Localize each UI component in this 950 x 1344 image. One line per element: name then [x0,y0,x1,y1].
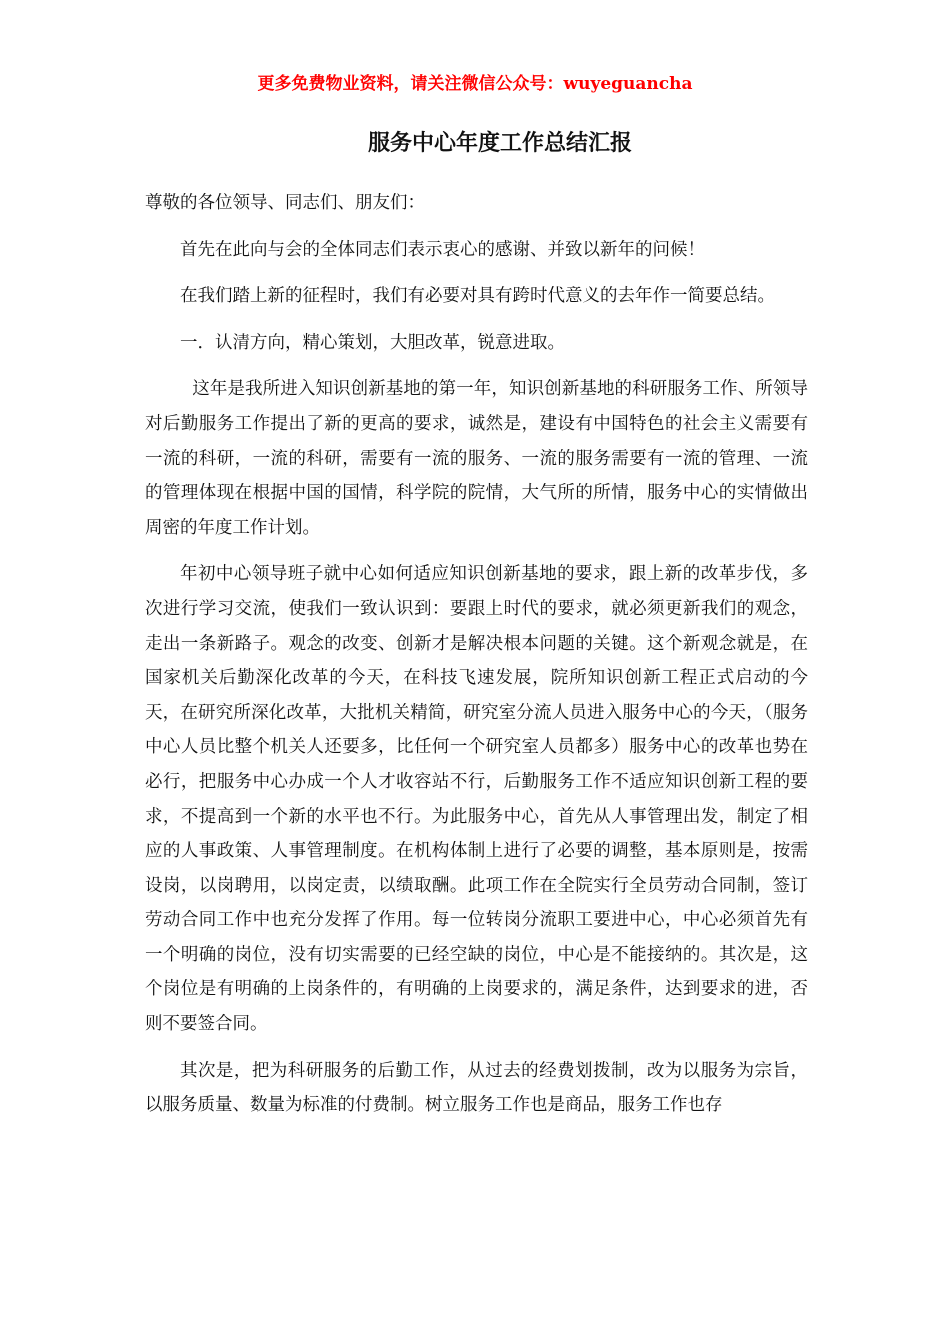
document-title: 服务中心年度工作总结汇报 [367,131,632,156]
document-body [145,186,808,1135]
paragraph-greeting: 首先在此向与会的全体同志们表示衷心的感谢、并致以新年的问候！ [180,239,705,260]
section-heading-1: 一．认清方向，精心策划，大胆改革，锐意进取。 [180,332,565,353]
header-promo-note: 更多免费物业资料，请关注微信公众号：wuyeguancha [257,74,693,94]
paragraph-section-1c: 其次是，把为科研服务的后勤工作，从过去的经费划拨制，改为以服务为宗旨，以服务质量、数量为标准的付费制。树立服务工作也是商品，服务工作也存 [145,1060,808,1116]
paragraph-intro: 在我们踏上新的征程时，我们有必要对具有跨时代意义的去年作一简要总结。 [180,286,775,307]
salutation: 尊敬的各位领导、同志们、朋友们： [145,193,425,213]
paragraph-section-1b: 年初中心领导班子就中心如何适应知识创新基地的要求，跟上新的改革步伐，多次进行学习交流，使我们一致认识到：要跟上时代的要求，就必须更新我们的观念，走出一条新路子。观念的改变、创新才是解决根本问题的关键。这个新观念就是，在国家机关后勤深化改革的今天，在科技飞速发展，院所知识创新工程正式启动的今天，在研究所深化改革，大批机关精简，研究室分流人员进入服务中心的今天，（服务中心人员比整个机关人还要多，比任何一个研究室人员都多）服务中心的改革也势在必行，把服务中心办成一个人才收容站不行，后勤服务工作不适应知识创新工程的要求，不提高到一个新的水平也不行。为此服务中心，首先从人事管理出发，制定了相应的人事政策、人事管理制度。在机构体制上进行了必要的调整，基本原则是，按需设岗，以岗聘用，以岗定责，以绩取酬。此项工作在全院实行全员劳动合同制，签订劳动合同工作中也充分发挥了作用。每一位转岗分流职工要进中心，中心必须首先有一个明确的岗位，没有切实需要的已经空缺的岗位，中心是不能接纳的。其次是，这个岗位是有明确的上岗条件的，有明确的上岗要求的，满足条件，达到要求的进，否则不要签合同。 [145,564,808,1035]
paragraph-section-1a: 这年是我所进入知识创新基地的第一年，知识创新基地的科研服务工作、所领导对后勤服务工作提出了新的更高的要求，诚然是，建设有中国特色的社会主义需要有一流的科研，一流的科研，需要有一流的服务、一流的服务需要有一流的管理、一流的管理体现在根据中国的国情，科学院的院情，大气所的所情，服务中心的实情做出周密的年度工作计划。 [145,379,808,538]
